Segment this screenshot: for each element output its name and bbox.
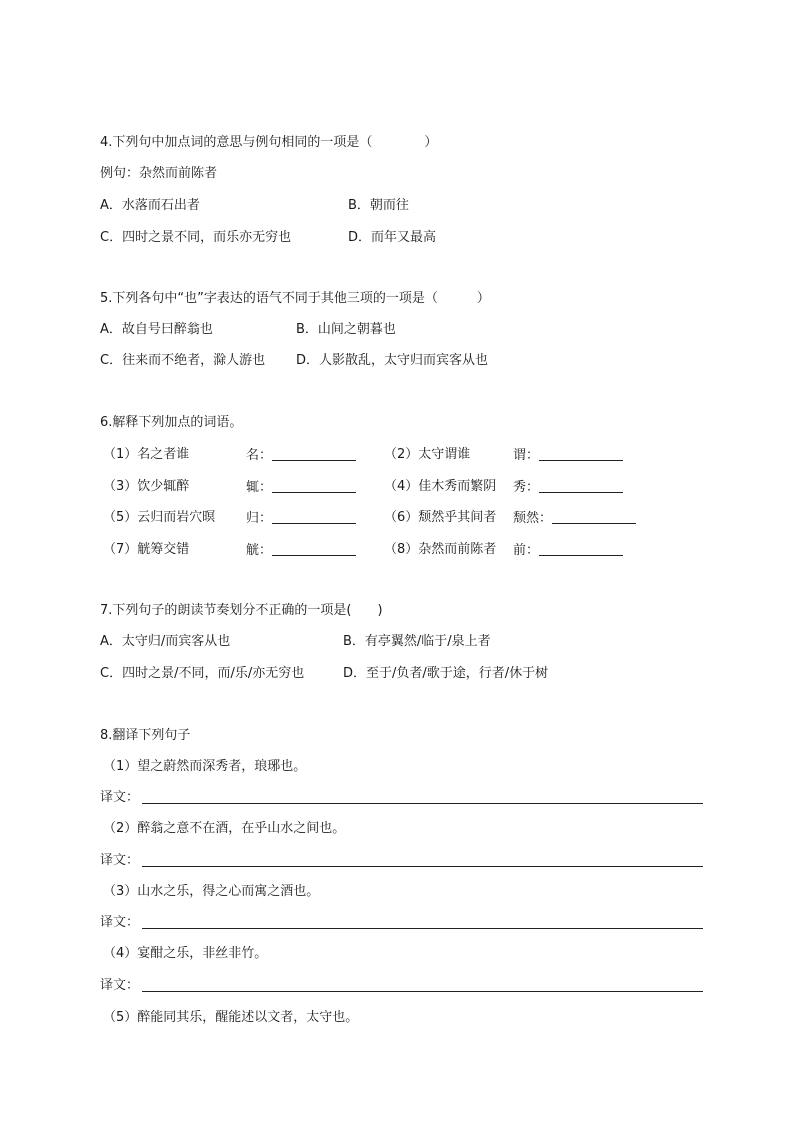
q7-option-b: B．有亭翼然/临于/泉上者 <box>343 634 491 649</box>
q7-stem: 7.下列句子的朗读节奏划分不正确的一项是( ) <box>100 603 383 618</box>
q8-sentence-5: （5）醉能同其乐，醒能述以文者，太守也。 <box>103 1010 359 1025</box>
q7-option-c: C．四时之景/不同，而/乐/亦无穷也 <box>100 666 305 681</box>
q6-sentence-2: （2）太守谓谁 <box>384 447 471 462</box>
answer-blank[interactable] <box>272 446 356 461</box>
q6-answer-6 <box>513 509 636 528</box>
q8-translation-label-3: 译文： <box>100 915 140 930</box>
q6-term-5: 归： <box>246 511 273 526</box>
q6-sentence-6: （6）颓然乎其间者 <box>384 510 497 525</box>
q8-answer-line-3[interactable] <box>142 928 703 929</box>
q6-term-7: 觥： <box>246 543 273 558</box>
q5-option-d: D．人影散乱，太守归而宾客从也 <box>296 353 489 368</box>
q4-option-a: A．水落而石出者 <box>100 198 200 213</box>
q6-sentence-3: （3）饮少辄醉 <box>103 479 190 494</box>
q5-option-a: A．故自号曰醉翁也 <box>100 322 213 337</box>
q7-option-a: A．太守归/而宾客从也 <box>100 634 231 649</box>
q6-sentence-4: （4）佳木秀而繁阴 <box>384 479 497 494</box>
q7-option-d: D．至于/负者/歌于途，行者/休于树 <box>343 666 549 681</box>
q6-sentence-5: （5）云归而岩穴暝 <box>103 510 216 525</box>
q4-stem: 4.下列句中加点词的意思与例句相同的一项是（ ） <box>100 135 438 150</box>
q6-answer-3 <box>246 478 356 497</box>
answer-blank[interactable] <box>552 509 636 524</box>
q6-sentence-1: （1）名之者谁 <box>103 447 190 462</box>
q8-sentence-4: （4）宴酣之乐，非丝非竹。 <box>103 946 268 961</box>
q8-translation-label-2: 译文： <box>100 853 140 868</box>
q6-answer-4 <box>513 478 623 497</box>
q4-option-b: B．朝而往 <box>348 198 409 213</box>
q5-option-c: C．往来而不绝者，滁人游也 <box>100 353 266 368</box>
q4-option-c: C．四时之景不同，而乐亦无穷也 <box>100 230 292 245</box>
q8-answer-line-2[interactable] <box>142 866 703 867</box>
q8-answer-line-1[interactable] <box>142 803 703 804</box>
q8-sentence-1: （1）望之蔚然而深秀者，琅琊也。 <box>103 759 307 774</box>
q8-translation-label-1: 译文： <box>100 790 140 805</box>
answer-blank[interactable] <box>272 541 356 556</box>
q5-option-b: B．山间之朝暮也 <box>296 322 396 337</box>
q5-stem: 5.下列各句中“也”字表达的语气不同于其他三项的一项是（ ） <box>100 291 490 306</box>
q6-answer-1 <box>246 446 356 465</box>
q8-translation-label-4: 译文： <box>100 978 140 993</box>
q8-sentence-3: （3）山水之乐，得之心而寓之酒也。 <box>103 884 320 899</box>
q4-option-d: D．而年又最高 <box>348 230 437 245</box>
q6-answer-8 <box>513 541 623 560</box>
q6-answer-5 <box>246 509 356 528</box>
q6-stem: 6.解释下列加点的词语。 <box>100 415 243 430</box>
q6-sentence-8: （8）杂然而前陈者 <box>384 542 497 557</box>
q6-term-4: 秀： <box>513 480 540 495</box>
q6-term-2: 谓： <box>513 448 540 463</box>
answer-blank[interactable] <box>539 478 623 493</box>
q8-stem: 8.翻译下列句子 <box>100 728 191 743</box>
q6-sentence-7: （7）觥筹交错 <box>103 542 190 557</box>
answer-blank[interactable] <box>272 478 356 493</box>
answer-blank[interactable] <box>272 509 356 524</box>
q8-sentence-2: （2）醉翁之意不在酒，在乎山水之间也。 <box>103 821 346 836</box>
q8-answer-line-4[interactable] <box>142 991 703 992</box>
answer-blank[interactable] <box>539 541 623 556</box>
q4-example: 例句：杂然而前陈者 <box>100 166 218 181</box>
q6-answer-2 <box>513 446 623 465</box>
answer-blank[interactable] <box>539 446 623 461</box>
q6-term-8: 前： <box>513 543 540 558</box>
q6-term-1: 名： <box>246 448 273 463</box>
q6-term-6: 颓然： <box>513 511 553 526</box>
q6-answer-7 <box>246 541 356 560</box>
q6-term-3: 辄： <box>246 480 273 495</box>
